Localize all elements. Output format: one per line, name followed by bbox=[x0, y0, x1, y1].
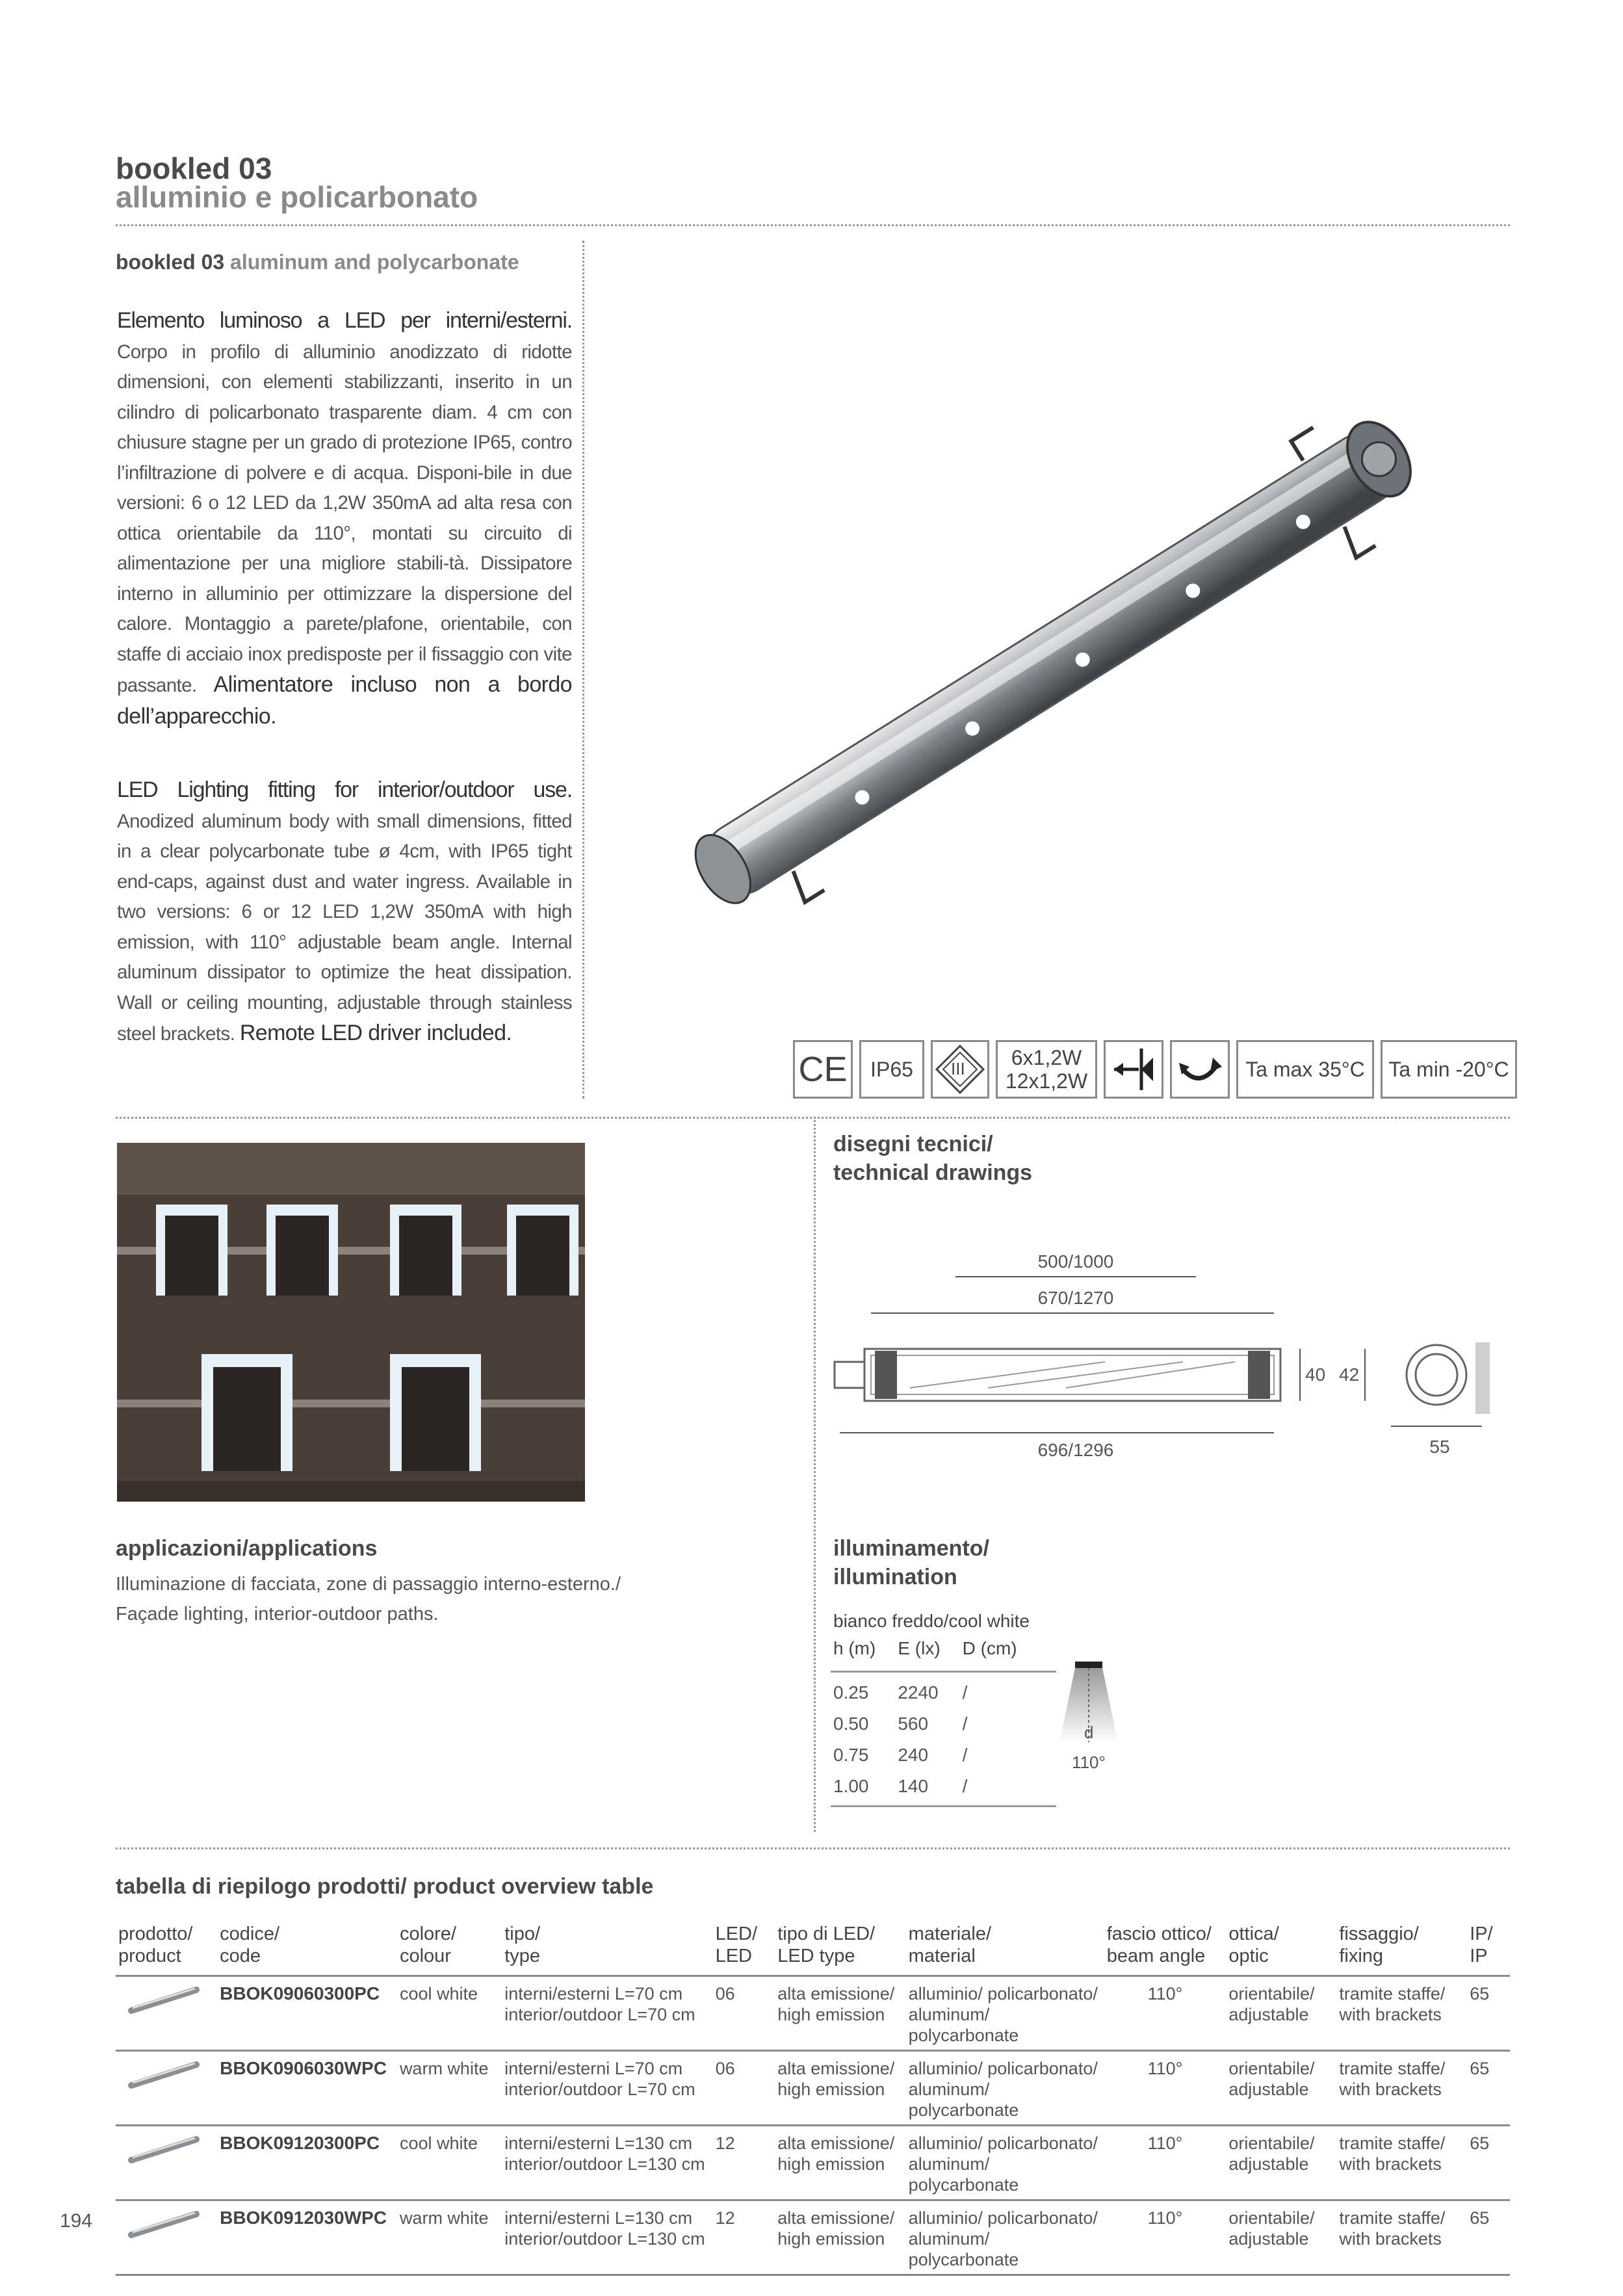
led-type-en: high emission bbox=[777, 2154, 885, 2174]
product-thumbnail-cell bbox=[116, 1976, 217, 2051]
product-material bbox=[906, 2126, 1104, 2200]
optic-en: adjustable bbox=[1228, 2229, 1309, 2249]
adjustable-icon bbox=[1104, 1040, 1163, 1099]
material-en: aluminum/ polycarbonate bbox=[908, 2229, 1019, 2269]
material-it: alluminio/ policarbonato/ bbox=[908, 1984, 1098, 2003]
optic-it: orientabile/ bbox=[1228, 2208, 1315, 2228]
illumination-row bbox=[831, 1735, 1056, 1766]
product-type-en: interior/outdoor L=130 cm bbox=[504, 2229, 705, 2249]
page-title: bookled 03 bbox=[116, 151, 272, 185]
illumination-col-e: E (lx) bbox=[895, 1638, 959, 1672]
applications-line1: Illuminazione di facciata, zone di passaggio interno-esterno./ bbox=[116, 1574, 621, 1595]
description-english bbox=[117, 775, 572, 1050]
dim-height: 40 bbox=[1305, 1364, 1326, 1385]
english-title bbox=[116, 250, 519, 274]
product-beam: 110° bbox=[1104, 2051, 1227, 2126]
product-type-en: interior/outdoor L=70 cm bbox=[504, 2005, 695, 2024]
col-type bbox=[502, 1919, 712, 1976]
table-row bbox=[116, 2200, 1510, 2275]
class-iii-label: III bbox=[951, 1059, 965, 1078]
product-led-type bbox=[775, 2051, 905, 2126]
material-en: aluminum/ polycarbonate bbox=[908, 2005, 1019, 2045]
product-type-en: interior/outdoor L=130 cm bbox=[504, 2154, 705, 2174]
illumination-row bbox=[831, 1672, 1056, 1704]
illumination-cell: 560 bbox=[898, 1714, 929, 1734]
illumination-cell: 140 bbox=[895, 1766, 959, 1807]
arrows-adjust-icon bbox=[1108, 1043, 1160, 1095]
illumination-col-d: D (cm) bbox=[960, 1638, 1056, 1672]
fixing-it: tramite staffe/ bbox=[1339, 2133, 1446, 2153]
illumination-title-line1: illuminamento/ bbox=[833, 1536, 989, 1561]
power-6led: 6x1,2W bbox=[1011, 1046, 1082, 1069]
product-thumbnail bbox=[118, 2133, 203, 2165]
rotation-icon bbox=[1170, 1040, 1230, 1099]
col-product-en: product bbox=[118, 1946, 181, 1966]
illumination-cell: 0.50 bbox=[833, 1714, 869, 1734]
product-colour: warm white bbox=[397, 2051, 502, 2126]
product-optic bbox=[1226, 2200, 1336, 2275]
col-product bbox=[116, 1919, 217, 1976]
col-beam bbox=[1104, 1919, 1227, 1976]
col-ip-en: IP bbox=[1470, 1946, 1488, 1966]
product-type-en: interior/outdoor L=70 cm bbox=[504, 2080, 695, 2099]
product-material bbox=[906, 1976, 1104, 2051]
led-type-en: high emission bbox=[777, 2080, 885, 2099]
illumination-cell: 2240 bbox=[898, 1682, 939, 1702]
description-english-body: Anodized aluminum body with small dimensions, fitted in a clear polycarbonate tube ø 4cm, with IP65 tight end-caps, against dust and water ingress. Available in two versions: 6 or 12 LED 1,2W 350mA with high emission, with 110° adjustable beam angle. Internal aluminum dissipator to optimize the heat dissipation. Wall or ceiling mounting, adjustable through stainless steel brackets. bbox=[117, 810, 572, 1045]
product-ip: 65 bbox=[1467, 2126, 1510, 2200]
dim-total: 696/1296 bbox=[1037, 1440, 1114, 1460]
product-led: 06 bbox=[713, 2051, 775, 2126]
divider-bottom bbox=[116, 1847, 1510, 1849]
product-ip: 65 bbox=[1467, 2200, 1510, 2275]
divider-middle bbox=[116, 1117, 1510, 1119]
product-colour: cool white bbox=[397, 2126, 502, 2200]
product-material bbox=[906, 2200, 1104, 2275]
cone-d-label: d bbox=[1084, 1723, 1094, 1742]
fixing-en: with brackets bbox=[1339, 2005, 1442, 2024]
cone-angle-label: 110° bbox=[1072, 1753, 1106, 1772]
col-material bbox=[906, 1919, 1104, 1976]
material-en: aluminum/ polycarbonate bbox=[908, 2154, 1019, 2195]
beam-cone-icon bbox=[1046, 1658, 1131, 1781]
drawings-title-line2: technical drawings bbox=[833, 1160, 1033, 1185]
power-icon bbox=[996, 1040, 1097, 1099]
product-beam: 110° bbox=[1104, 2126, 1227, 2200]
illumination-cell: 240 bbox=[898, 1745, 929, 1765]
product-fixing bbox=[1336, 1976, 1467, 2051]
product-code: BBOK09120300PC bbox=[217, 2126, 397, 2200]
description-italian-body: Corpo in profilo di alluminio anodizzato di ridotte dimensioni, con elementi stabilizzanti, inserito in un cilindro di policarbonato trasparente diam. 4 cm con chiusure stagne per un grado di protezione IP65, contro l’infiltrazione di polvere e di acqua. Disponi-bile in due versioni: 6 o 12 LED da 1,2W 350mA ad alta resa con ottica orientabile da 110°, montati su circuito di alimentazione per una migliore stabili-tà. Dissipatore interno in alluminio per ottimizzare la dispersione del calore. Montaggio a parete/plafone, orientabile, con staffe di acciaio inox predisposte per il fissaggio con vite passante. bbox=[117, 341, 572, 696]
optic-it: orientabile/ bbox=[1228, 1984, 1315, 2003]
product-fixing bbox=[1336, 2051, 1467, 2126]
dim-side: 42 bbox=[1339, 1364, 1360, 1385]
applications-title: applicazioni/applications bbox=[116, 1536, 378, 1561]
product-led-type bbox=[775, 2126, 905, 2200]
col-type-en: type bbox=[504, 1946, 541, 1966]
illumination-row bbox=[831, 1704, 1056, 1735]
illumination-row bbox=[831, 1766, 1056, 1807]
material-it: alluminio/ policarbonato/ bbox=[908, 2133, 1098, 2153]
illumination-cell: / bbox=[962, 1714, 968, 1734]
led-type-it: alta emissione/ bbox=[777, 1984, 895, 2003]
col-led-type-it: tipo di LED/ bbox=[777, 1924, 876, 1944]
power-12led: 12x1,2W bbox=[1005, 1069, 1088, 1093]
divider-vertical-bottom bbox=[814, 1117, 816, 1832]
col-optic-it: ottica/ bbox=[1228, 1924, 1279, 1944]
led-type-it: alta emissione/ bbox=[777, 2059, 895, 2078]
window bbox=[201, 1354, 292, 1471]
table-row bbox=[116, 1976, 1510, 2051]
col-led-it: LED/ bbox=[715, 1924, 758, 1944]
product-fixing bbox=[1336, 2126, 1467, 2200]
ta-min-icon bbox=[1381, 1040, 1517, 1099]
product-code: BBOK0906030WPC bbox=[217, 2051, 397, 2126]
illumination-title bbox=[833, 1534, 989, 1591]
led-type-it: alta emissione/ bbox=[777, 2133, 895, 2153]
product-type bbox=[502, 1976, 712, 2051]
product-thumbnail bbox=[118, 2058, 203, 2091]
product-type-it: interni/esterni L=70 cm bbox=[504, 1984, 683, 2003]
col-colour-en: colour bbox=[399, 1946, 451, 1966]
optic-en: adjustable bbox=[1228, 2080, 1309, 2099]
description-italian-lead: Elemento luminoso a LED per interni/esterni. bbox=[117, 308, 572, 333]
col-led-type bbox=[775, 1919, 905, 1976]
drawings-title bbox=[833, 1130, 1032, 1187]
fixing-it: tramite staffe/ bbox=[1339, 2208, 1446, 2228]
product-ip: 65 bbox=[1467, 2051, 1510, 2126]
product-thumbnail-cell bbox=[116, 2051, 217, 2126]
window bbox=[266, 1205, 338, 1296]
fixing-en: with brackets bbox=[1339, 2229, 1442, 2249]
col-type-it: tipo/ bbox=[504, 1924, 541, 1944]
overview-table bbox=[116, 1919, 1510, 2276]
product-led: 12 bbox=[713, 2126, 775, 2200]
product-code: BBOK0912030WPC bbox=[217, 2200, 397, 2275]
col-fixing-en: fixing bbox=[1339, 1946, 1384, 1966]
class-iii-icon bbox=[931, 1040, 989, 1099]
application-photo bbox=[117, 1143, 585, 1502]
product-code: BBOK09060300PC bbox=[217, 1976, 397, 2051]
product-type bbox=[502, 2051, 712, 2126]
col-ip bbox=[1467, 1919, 1510, 1976]
col-optic-en: optic bbox=[1228, 1946, 1269, 1966]
ta-max-icon bbox=[1236, 1040, 1374, 1099]
product-image bbox=[624, 351, 1508, 975]
dim-middle: 670/1270 bbox=[1037, 1288, 1114, 1308]
product-type-it: interni/esterni L=130 cm bbox=[504, 2133, 693, 2153]
col-code-it: codice/ bbox=[220, 1924, 280, 1944]
window bbox=[390, 1205, 461, 1296]
col-colour-it: colore/ bbox=[399, 1924, 456, 1944]
ip65-icon bbox=[859, 1040, 924, 1099]
window bbox=[156, 1205, 227, 1296]
illumination-header-row bbox=[831, 1638, 1056, 1672]
led-type-en: high emission bbox=[777, 2229, 885, 2249]
product-beam: 110° bbox=[1104, 2200, 1227, 2275]
illumination-subtitle: bianco freddo/cool white bbox=[833, 1611, 1030, 1631]
ce-mark-text: CE bbox=[798, 1050, 848, 1089]
product-optic bbox=[1226, 2126, 1336, 2200]
description-italian-tail: Alimentatore incluso non a bordo dell’apparecchio. bbox=[117, 672, 572, 729]
product-fixing bbox=[1336, 2200, 1467, 2275]
product-led: 06 bbox=[713, 1976, 775, 2051]
table-row bbox=[116, 2051, 1510, 2126]
english-title-bold: bookled 03 bbox=[116, 250, 225, 274]
product-beam: 110° bbox=[1104, 1976, 1227, 2051]
illumination-cell: 1.00 bbox=[831, 1766, 895, 1807]
page-subtitle: alluminio e policarbonato bbox=[116, 180, 478, 214]
col-colour bbox=[397, 1919, 502, 1976]
rotate-arrow-icon bbox=[1174, 1043, 1226, 1095]
led-type-it: alta emissione/ bbox=[777, 2208, 895, 2228]
divider-vertical-top bbox=[582, 241, 584, 1099]
ta-min-label: Ta min -20°C bbox=[1388, 1057, 1509, 1081]
optic-it: orientabile/ bbox=[1228, 2133, 1315, 2153]
col-beam-it: fascio ottico/ bbox=[1106, 1924, 1212, 1944]
dim-depth: 55 bbox=[1429, 1437, 1450, 1457]
illumination-cell: / bbox=[960, 1766, 1056, 1807]
technical-drawing bbox=[819, 1235, 1521, 1469]
fixing-it: tramite staffe/ bbox=[1339, 2059, 1446, 2078]
col-material-it: materiale/ bbox=[908, 1924, 991, 1944]
col-material-en: material bbox=[908, 1946, 976, 1966]
optic-it: orientabile/ bbox=[1228, 2059, 1315, 2078]
material-en: aluminum/ polycarbonate bbox=[908, 2080, 1019, 2120]
product-colour: cool white bbox=[397, 1976, 502, 2051]
product-optic bbox=[1226, 2051, 1336, 2126]
page-number: 194 bbox=[60, 2210, 93, 2232]
fixing-en: with brackets bbox=[1339, 2154, 1442, 2174]
col-led bbox=[713, 1919, 775, 1976]
optic-en: adjustable bbox=[1228, 2154, 1309, 2174]
overview-title: tabella di riepilogo prodotti/ product overview table bbox=[116, 1874, 654, 1899]
product-thumbnail-cell bbox=[116, 2126, 217, 2200]
applications-text bbox=[116, 1569, 798, 1629]
drawing-tube-side bbox=[864, 1349, 1280, 1401]
product-led: 12 bbox=[713, 2200, 775, 2275]
col-fixing-it: fissaggio/ bbox=[1339, 1924, 1419, 1944]
product-material bbox=[906, 2051, 1104, 2126]
illumination-cell: / bbox=[962, 1682, 968, 1702]
product-thumbnail-cell bbox=[116, 2200, 217, 2275]
ce-icon bbox=[793, 1040, 853, 1099]
table-row bbox=[116, 2126, 1510, 2200]
material-it: alluminio/ policarbonato/ bbox=[908, 2208, 1098, 2228]
col-led-type-en: LED type bbox=[777, 1946, 855, 1966]
product-ip: 65 bbox=[1467, 1976, 1510, 2051]
drawings-title-line1: disegni tecnici/ bbox=[833, 1132, 993, 1156]
col-optic bbox=[1226, 1919, 1336, 1976]
description-italian bbox=[117, 306, 572, 733]
product-thumbnail bbox=[118, 1983, 203, 2016]
product-optic bbox=[1226, 1976, 1336, 2051]
ta-max-label: Ta max 35°C bbox=[1245, 1057, 1365, 1081]
dim-inner: 500/1000 bbox=[1037, 1251, 1114, 1272]
description-english-lead: LED Lighting fitting for interior/outdoor use. bbox=[117, 777, 572, 802]
illumination-title-line2: illumination bbox=[833, 1565, 957, 1589]
product-type-it: interni/esterni L=130 cm bbox=[504, 2208, 693, 2228]
col-ip-it: IP/ bbox=[1470, 1924, 1493, 1944]
divider-top bbox=[116, 224, 1510, 226]
product-type bbox=[502, 2126, 712, 2200]
description-english-tail: Remote LED driver included. bbox=[239, 1021, 512, 1045]
overview-header-row bbox=[116, 1919, 1510, 1976]
applications-line2: Façade lighting, interior-outdoor paths. bbox=[116, 1604, 439, 1624]
col-fixing bbox=[1336, 1919, 1467, 1976]
col-code bbox=[217, 1919, 397, 1976]
col-product-it: prodotto/ bbox=[118, 1924, 193, 1944]
illumination-col-h: h (m) bbox=[831, 1638, 895, 1672]
col-beam-en: beam angle bbox=[1106, 1946, 1206, 1966]
led-type-en: high emission bbox=[777, 2005, 885, 2024]
english-title-rest: aluminum and polycarbonate bbox=[230, 250, 519, 274]
illumination-cell: 0.75 bbox=[833, 1745, 869, 1765]
window bbox=[390, 1354, 481, 1471]
fixing-en: with brackets bbox=[1339, 2080, 1442, 2099]
optic-en: adjustable bbox=[1228, 2005, 1309, 2024]
material-it: alluminio/ policarbonato/ bbox=[908, 2059, 1098, 2078]
col-led-en: LED bbox=[715, 1946, 752, 1966]
product-led-type bbox=[775, 1976, 905, 2051]
col-code-en: code bbox=[220, 1946, 261, 1966]
fixing-it: tramite staffe/ bbox=[1339, 1984, 1446, 2003]
product-type-it: interni/esterni L=70 cm bbox=[504, 2059, 683, 2078]
product-colour: warm white bbox=[397, 2200, 502, 2275]
illumination-cell: / bbox=[962, 1745, 968, 1765]
window bbox=[507, 1205, 578, 1296]
product-thumbnail bbox=[118, 2208, 203, 2240]
product-type bbox=[502, 2200, 712, 2275]
illumination-cell: 0.25 bbox=[833, 1682, 869, 1702]
product-led-type bbox=[775, 2200, 905, 2275]
ip65-label: IP65 bbox=[870, 1057, 913, 1081]
illumination-table bbox=[831, 1638, 1056, 1807]
